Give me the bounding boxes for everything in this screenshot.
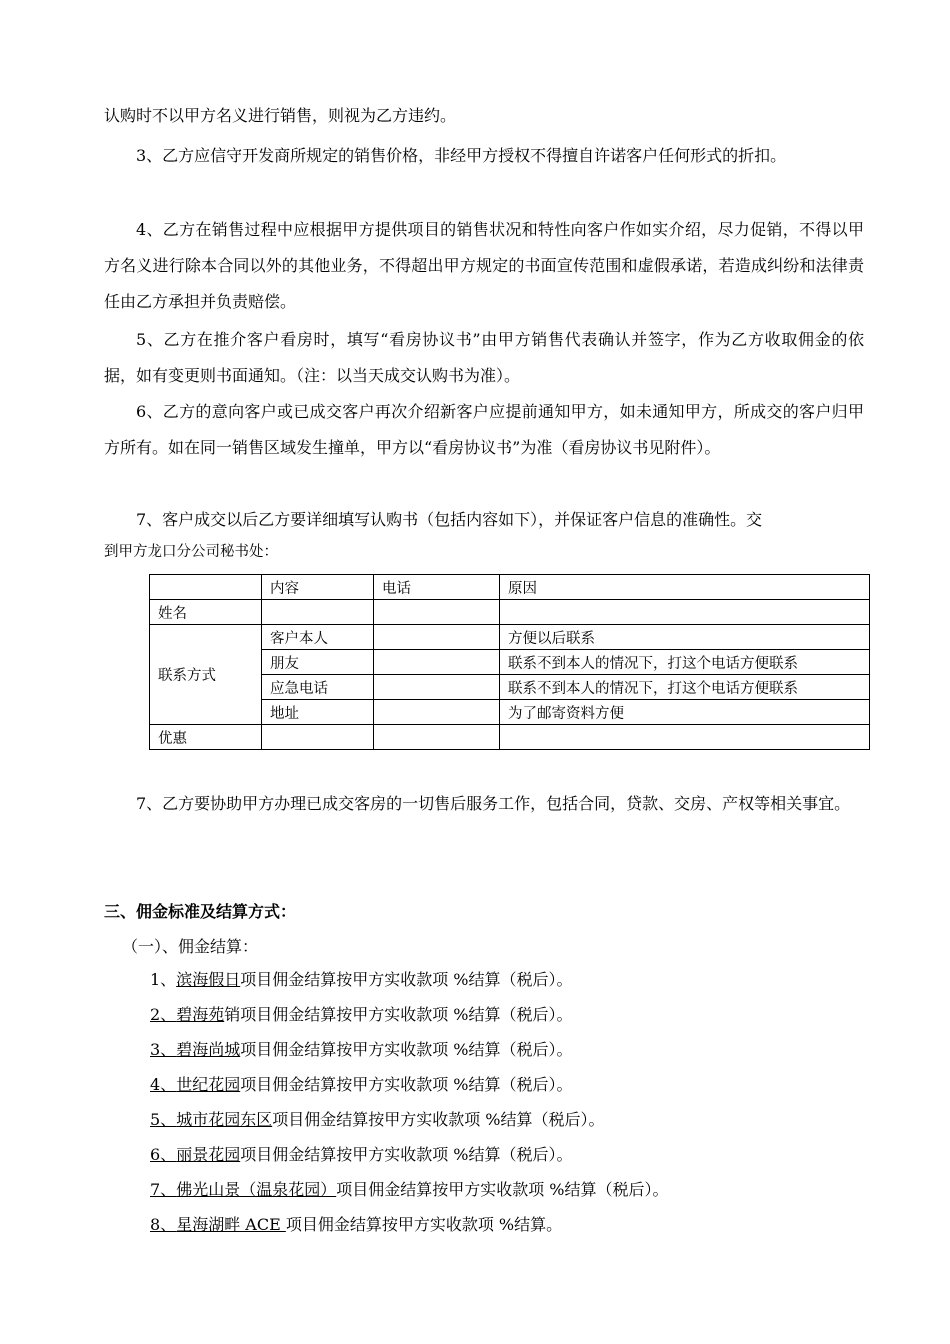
table-cell: 为了邮寄资料方便 [500,700,870,725]
table-header-cell: 内容 [262,575,374,600]
item-text: 项目佣金结算按甲方实收款项 %结算。 [285,1215,563,1234]
commission-item [150,1001,573,1029]
table-row [150,725,870,750]
table-header-cell: 电话 [374,575,500,600]
commission-item [150,966,573,994]
clause-3: 3、乙方应信守开发商所规定的销售价格，非经甲方授权不得擅自许诺客户任何形式的折扣。 [136,146,787,165]
name-label: 姓名 [150,600,262,625]
item-text: 项目佣金结算按甲方实收款项 %结算（税后）。 [336,1180,669,1199]
item-number: 1、 [150,970,177,989]
table-cell [500,600,870,625]
table-cell: 联系不到本人的情况下，打这个电话方便联系 [500,650,870,675]
project-name: 世纪花园 [176,1075,241,1094]
discount-label: 优惠 [150,725,262,750]
project-name: 碧海苑 [176,1005,225,1024]
item-text: 项目佣金结算按甲方实收款项 %结算（税后）。 [272,1110,605,1129]
commission-item [150,1211,562,1239]
clause-7-after-sales: 7、乙方要协助甲方办理已成交客房的一切售后服务工作，包括合同，贷款、交房、产权等相关事宜。 [136,794,851,813]
table-cell: 联系不到本人的情况下，打这个电话方便联系 [500,675,870,700]
commission-item [150,1106,605,1134]
table-cell: 应急电话 [262,675,374,700]
table-cell: 方便以后联系 [500,625,870,650]
clause-4: 4、乙方在销售过程中应根据甲方提供项目的销售状况和特性向客户作如实介绍，尽力促销，不得以甲方名义进行除本合同以外的其他业务，不得超出甲方规定的书面宣传范围和虚假承诺，若造成纠纷和法律责任由乙方承担并负责赔偿。 [104,220,864,311]
item-text: 销项目佣金结算按甲方实收款项 %结算（税后）。 [224,1005,573,1024]
subscription-info-table [149,574,870,750]
item-text: 项目佣金结算按甲方实收款项 %结算（税后）。 [240,1040,573,1059]
table-row [150,600,870,625]
commission-item [150,1141,573,1169]
table-cell [374,600,500,625]
commission-item [150,1176,669,1204]
table-cell [374,725,500,750]
table-header-cell: 原因 [500,575,870,600]
item-text: 项目佣金结算按甲方实收款项 %结算（税后）。 [240,970,573,989]
commission-item [150,1036,573,1064]
section-3-subtitle: （一）、佣金结算： [122,937,259,956]
project-name: 丽景花园 [176,1145,241,1164]
item-number: 3、 [150,1040,177,1059]
item-number: 8、 [150,1215,177,1234]
table-header-cell [150,575,262,600]
item-text: 项目佣金结算按甲方实收款项 %结算（税后）。 [240,1075,573,1094]
table-cell [262,600,374,625]
project-name: 星海湖畔 ACE [176,1215,286,1234]
table-cell [500,725,870,750]
clause-5: 5、乙方在推介客户看房时，填写“看房协议书”由甲方销售代表确认并签字，作为乙方收取佣金的依据，如有变更则书面通知。（注：以当天成交认购书为准）。 [104,330,864,385]
table-cell [374,625,500,650]
table-cell [374,675,500,700]
project-name: 城市花园东区 [176,1110,273,1129]
project-name: 滨海假日 [176,970,241,989]
table-header-row [150,575,870,600]
page-top-line: 认购时不以甲方名义进行销售，则视为乙方违约。 [104,106,457,125]
clause-7-line1: 7、客户成交以后乙方要详细填写认购书（包括内容如下），并保证客户信息的准确性。交 [136,510,763,529]
project-name: 碧海尚城 [176,1040,241,1059]
clause-6: 6、乙方的意向客户或已成交客户再次介绍新客户应提前通知甲方，如未通知甲方，所成交的客户归甲方所有。如在同一销售区域发生撞单，甲方以“看房协议书”为准（看房协议书见附件）。 [104,402,864,457]
table-cell [374,700,500,725]
table-cell [262,725,374,750]
commission-item [150,1071,573,1099]
item-number: 7、 [150,1180,177,1199]
table-cell [374,650,500,675]
clause-7-line2: 到甲方龙口分公司秘书处： [104,544,278,560]
section-3-title: 三、佣金标准及结算方式： [104,902,297,921]
table-row [150,625,870,650]
item-number: 6、 [150,1145,177,1164]
item-number: 2、 [150,1005,177,1024]
project-name: 佛光山景（温泉花园） [176,1180,337,1199]
table-cell: 朋友 [262,650,374,675]
item-number: 5、 [150,1110,177,1129]
table-cell: 地址 [262,700,374,725]
contact-label: 联系方式 [150,625,262,725]
item-number: 4、 [150,1075,177,1094]
table-cell: 客户本人 [262,625,374,650]
item-text: 项目佣金结算按甲方实收款项 %结算（税后）。 [240,1145,573,1164]
